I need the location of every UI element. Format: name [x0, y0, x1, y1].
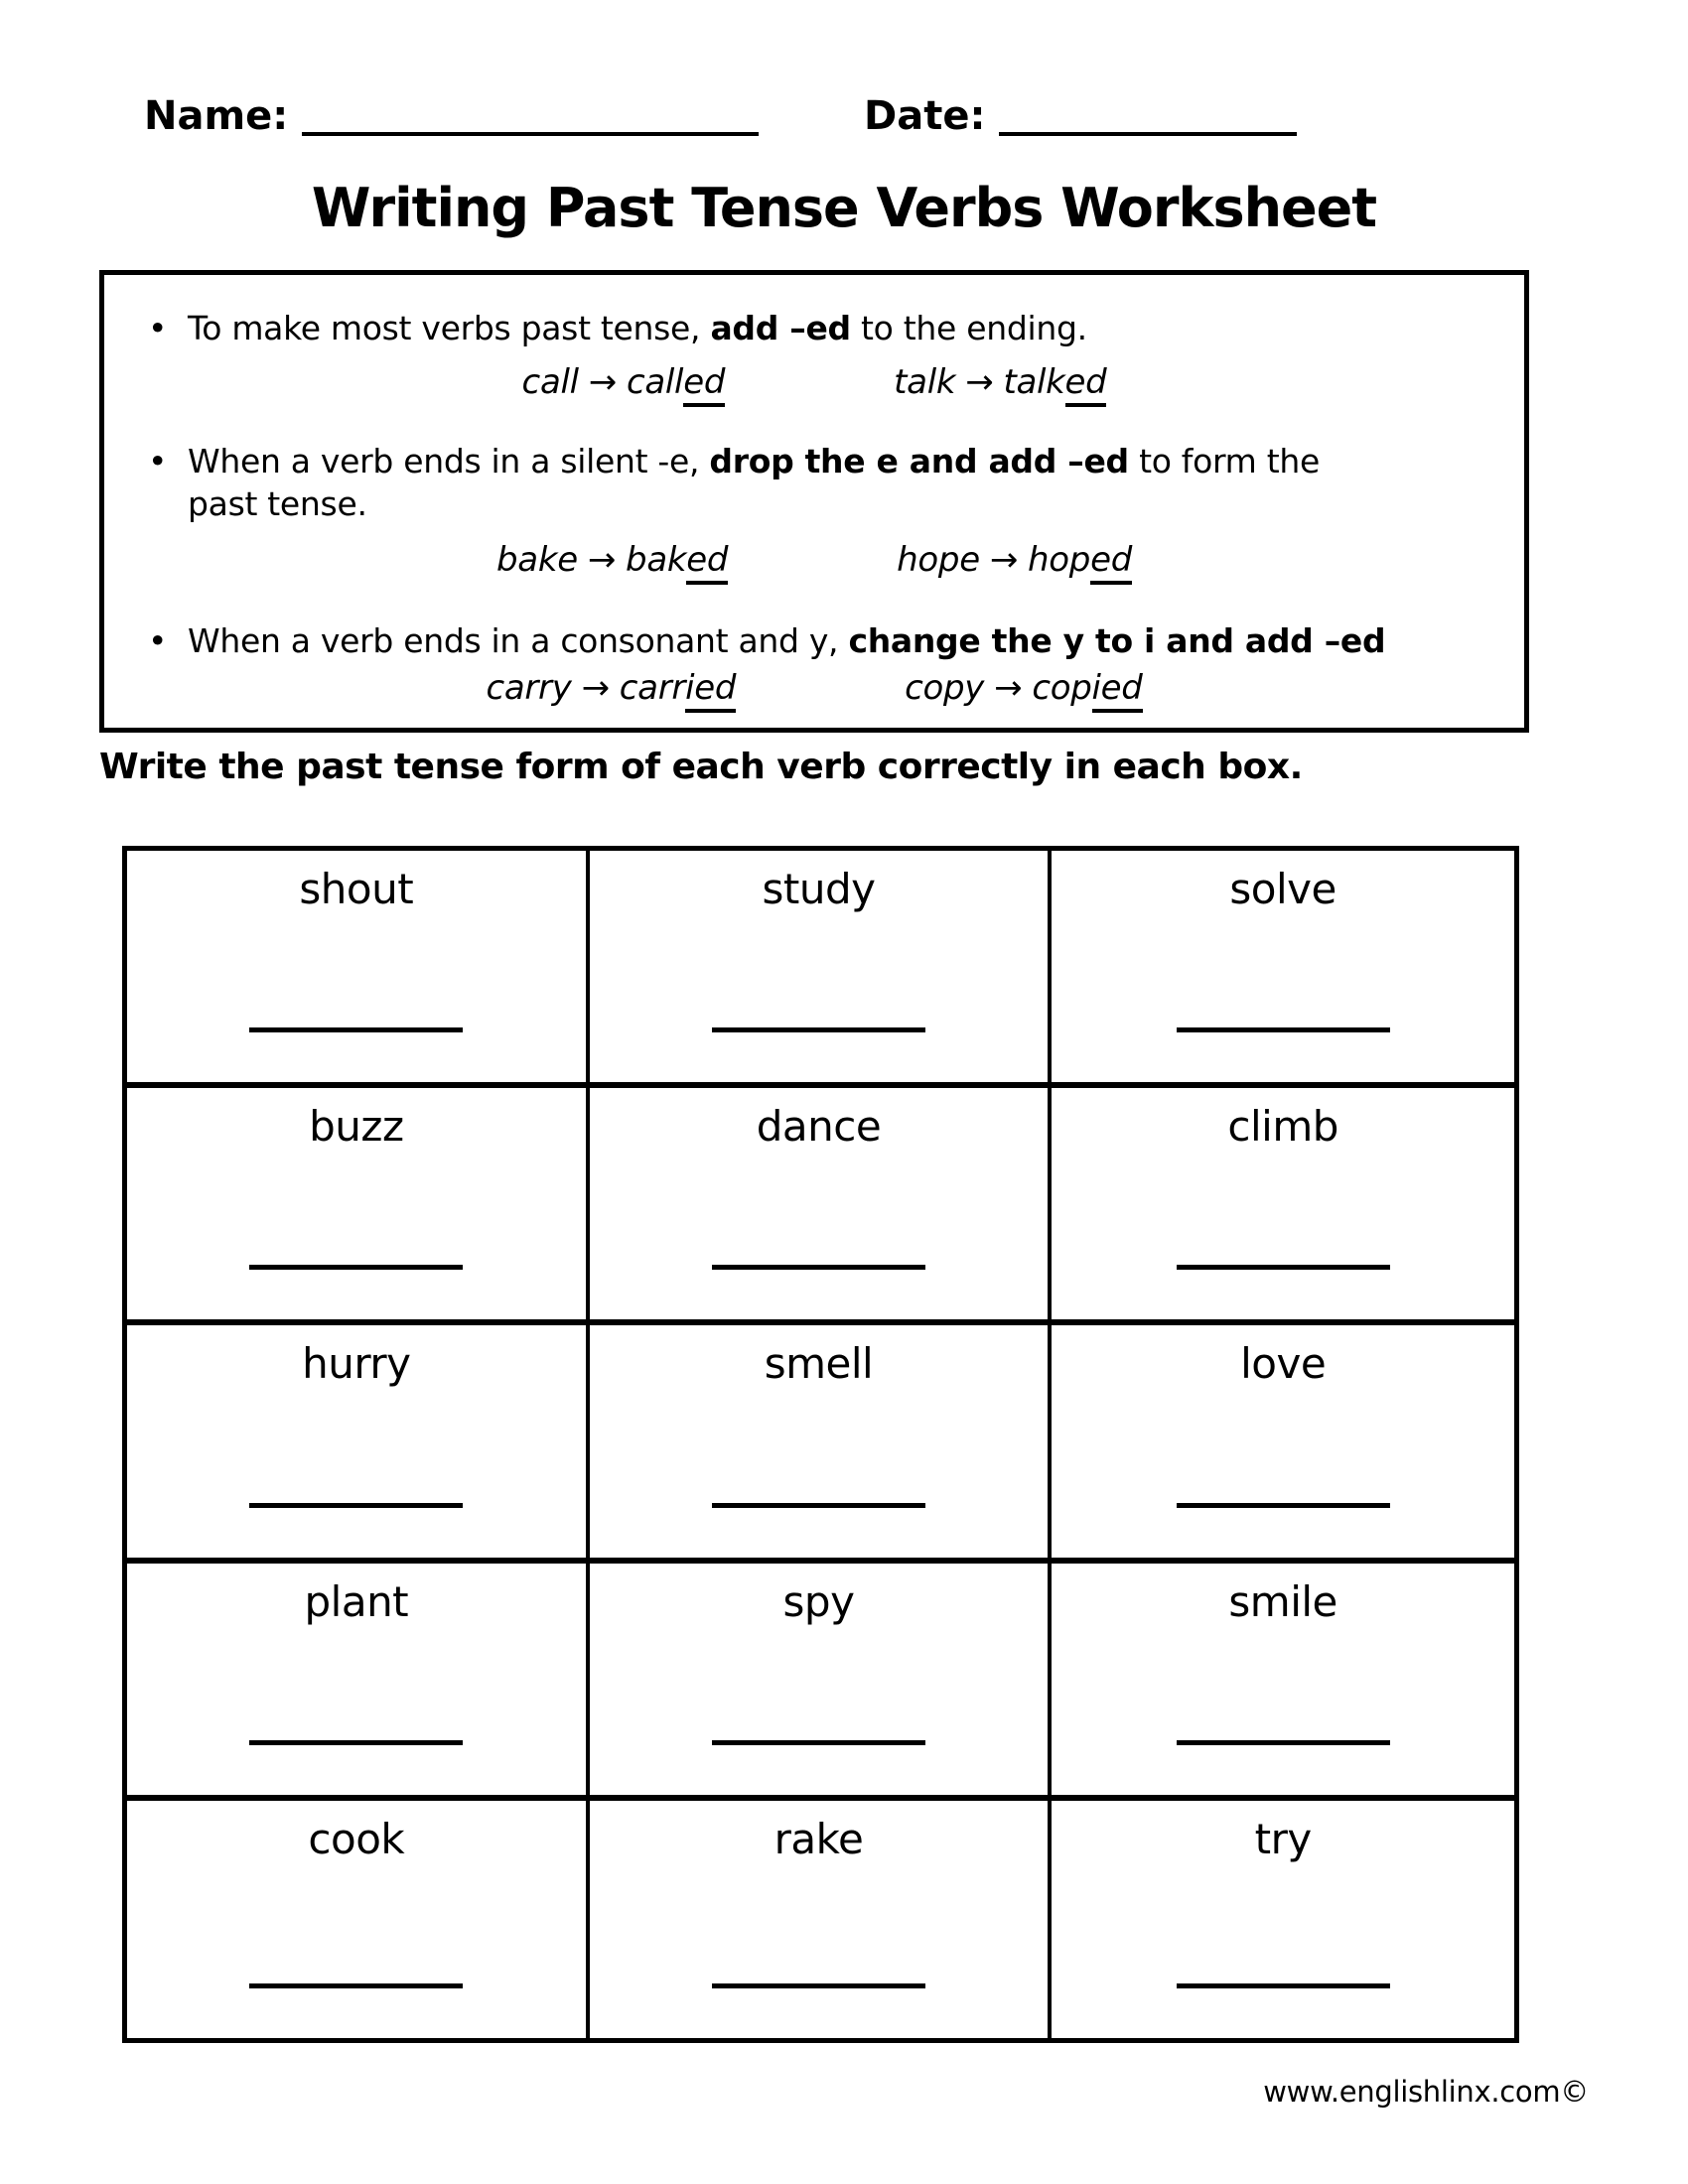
verb-label: smell: [764, 1339, 874, 1389]
verb-cell: [127, 1088, 590, 1325]
verb-label: cook: [308, 1814, 405, 1863]
rule-examples: [140, 540, 1488, 580]
rule-item: [140, 619, 1488, 663]
example-past-stem: call: [626, 361, 684, 402]
verb-cell: [127, 1801, 590, 2038]
answer-blank[interactable]: [1177, 1265, 1390, 1270]
example-base-verb: bake: [496, 539, 578, 580]
page-title: Writing Past Tense Verbs Worksheet: [311, 177, 1377, 239]
example-past-ending: ied: [1092, 668, 1143, 713]
verb-cell: [127, 1564, 590, 1801]
example-past-stem: bak: [626, 539, 687, 580]
example-past-stem: carr: [619, 668, 686, 709]
date-field: [864, 94, 1297, 138]
verb-cell: [1052, 851, 1514, 1088]
verb-label: buzz: [309, 1102, 404, 1152]
website-credit: www.englishlinx.com©: [1263, 2075, 1589, 2109]
arrow-icon: →: [994, 668, 1023, 709]
example-base-verb: call: [521, 361, 579, 402]
example-past-ending: ed: [1065, 362, 1107, 407]
verb-label: plant: [304, 1576, 409, 1626]
answer-blank[interactable]: [249, 1027, 463, 1032]
example-pair: [486, 668, 736, 708]
answer-blank[interactable]: [1177, 1740, 1390, 1745]
example-past-ending: ed: [1090, 540, 1132, 585]
verb-label: climb: [1227, 1102, 1338, 1152]
verb-label: hurry: [302, 1339, 411, 1389]
arrow-icon: →: [588, 361, 617, 402]
verb-label: shout: [299, 865, 414, 913]
answer-blank[interactable]: [712, 1503, 925, 1508]
rule-text-pre: When a verb ends in a silent -e,: [188, 441, 710, 480]
rule-examples: [140, 668, 1488, 708]
verb-cell: [590, 1088, 1053, 1325]
verb-label: study: [762, 865, 876, 913]
answer-blank[interactable]: [1177, 1983, 1390, 1988]
answer-blank[interactable]: [249, 1740, 463, 1745]
rule-text-bold: drop the e and add –ed: [709, 441, 1129, 480]
name-label: Name:: [144, 93, 289, 139]
name-blank-line[interactable]: [302, 132, 759, 136]
instruction-text: Write the past tense form of each verb correctly in each box.: [99, 747, 1303, 787]
rule-examples: [140, 362, 1488, 402]
verb-label: rake: [774, 1814, 864, 1863]
example-pair: [894, 362, 1106, 402]
rule-text-post: to the ending.: [850, 309, 1087, 347]
example-base-verb: talk: [894, 361, 956, 402]
rule-item: [140, 440, 1488, 526]
verb-cell: [590, 1325, 1053, 1563]
answer-blank[interactable]: [712, 1983, 925, 1988]
rule-text-bold: add –ed: [710, 309, 851, 347]
arrow-icon: →: [965, 361, 994, 402]
verb-label: love: [1240, 1339, 1327, 1389]
verb-cell: [127, 1325, 590, 1563]
verb-cell: [127, 851, 590, 1088]
verb-cell: [1052, 1564, 1514, 1801]
example-base-verb: copy: [905, 668, 985, 709]
answer-blank[interactable]: [712, 1740, 925, 1745]
rule-item: [140, 307, 1488, 350]
bullet-icon: •: [148, 309, 168, 347]
rule-text-line2: past tense.: [188, 484, 367, 524]
arrow-icon: →: [581, 668, 610, 709]
answer-blank[interactable]: [249, 1503, 463, 1508]
answer-blank[interactable]: [1177, 1503, 1390, 1508]
verb-grid: [122, 846, 1519, 2043]
answer-blank[interactable]: [712, 1027, 925, 1032]
rule-text: [188, 619, 1488, 663]
example-pair: [905, 668, 1142, 708]
example-base-verb: hope: [897, 539, 980, 580]
example-past-stem: hop: [1028, 539, 1091, 580]
verb-label: smile: [1228, 1576, 1337, 1626]
rule-text: [188, 440, 1488, 526]
verb-cell: [1052, 1801, 1514, 2038]
verb-cell: [590, 1801, 1053, 2038]
arrow-icon: →: [989, 539, 1019, 580]
example-past-ending: ied: [685, 668, 736, 713]
rule-text-post: to form the: [1128, 441, 1320, 480]
verb-cell: [1052, 1088, 1514, 1325]
verb-label: solve: [1229, 865, 1336, 913]
example-pair: [522, 362, 726, 402]
verb-cell: [590, 851, 1053, 1088]
verb-label: dance: [756, 1102, 882, 1152]
verb-cell: [590, 1564, 1053, 1801]
date-label: Date:: [864, 93, 986, 139]
example-pair: [496, 540, 728, 580]
example-past-stem: talk: [1003, 361, 1065, 402]
rule-text-bold: change the y to i and add –ed: [848, 620, 1386, 660]
rule-text: [188, 307, 1488, 350]
date-blank-line[interactable]: [999, 132, 1297, 136]
answer-blank[interactable]: [712, 1265, 925, 1270]
example-past-ending: ed: [686, 540, 728, 585]
bullet-icon: •: [148, 620, 168, 660]
answer-blank[interactable]: [249, 1983, 463, 1988]
rules-box: [99, 270, 1529, 733]
verb-label: try: [1254, 1814, 1312, 1863]
answer-blank[interactable]: [249, 1265, 463, 1270]
arrow-icon: →: [587, 539, 617, 580]
answer-blank[interactable]: [1177, 1027, 1390, 1032]
example-base-verb: carry: [486, 668, 572, 709]
verb-cell: [1052, 1325, 1514, 1563]
name-field: [144, 94, 759, 138]
bullet-icon: •: [148, 441, 168, 480]
verb-label: spy: [782, 1576, 855, 1626]
example-pair: [897, 540, 1132, 580]
example-past-ending: ed: [683, 362, 725, 407]
example-past-stem: cop: [1032, 668, 1092, 709]
rule-text-pre: To make most verbs past tense,: [188, 309, 711, 347]
rule-text-pre: When a verb ends in a consonant and y,: [188, 620, 849, 660]
